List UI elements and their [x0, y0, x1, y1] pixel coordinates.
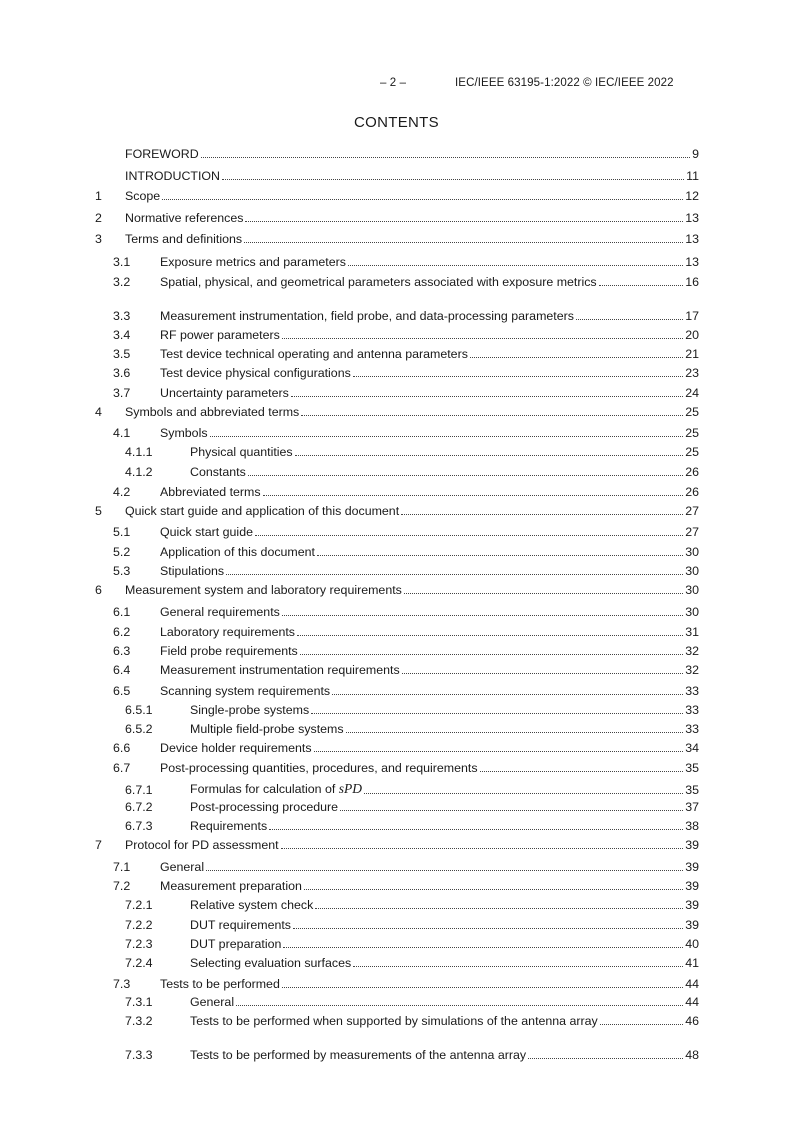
- toc-entry-page: 34: [685, 741, 699, 755]
- toc-entry-title: DUT requirements: [190, 918, 291, 932]
- toc-entry-number: 5: [95, 504, 102, 518]
- dot-leader: [401, 514, 683, 515]
- toc-entry[interactable]: [95, 977, 699, 991]
- toc-entry-number: 6.4: [113, 663, 131, 677]
- toc-entry-number: 6.3: [113, 644, 131, 658]
- toc-entry-number: 6.6: [113, 741, 131, 755]
- toc-entry[interactable]: [95, 328, 699, 342]
- toc-entry-number: 4.2: [113, 485, 131, 499]
- toc-entry-title: Single-probe systems: [190, 703, 310, 717]
- dot-leader: [291, 396, 683, 397]
- toc-entry-title: Multiple field-probe systems: [190, 722, 344, 736]
- toc-entry[interactable]: [95, 761, 699, 775]
- toc-entry-number: 7.2.2: [125, 918, 153, 932]
- toc-entry-number: 7.2.4: [125, 956, 153, 970]
- toc-entry[interactable]: [95, 879, 699, 893]
- toc-entry-title: Normative references: [125, 211, 244, 225]
- toc-entry-page: 26: [685, 485, 699, 499]
- toc-entry[interactable]: [95, 147, 699, 161]
- dot-leader: [348, 265, 683, 266]
- dot-leader: [332, 694, 683, 695]
- dot-leader: [470, 357, 683, 358]
- toc-entry[interactable]: [95, 255, 699, 269]
- dot-leader: [317, 555, 683, 556]
- dot-leader: [297, 635, 683, 636]
- toc-entry-page: 26: [685, 465, 699, 479]
- dot-leader: [304, 889, 683, 890]
- toc-entry-page: 24: [685, 386, 699, 400]
- toc-entry-title: Test device technical operating and antenna parameters: [160, 347, 468, 361]
- toc-entry-title: Measurement system and laboratory requirements: [125, 583, 402, 597]
- toc-entry-title: Abbreviated terms: [160, 485, 261, 499]
- dot-leader: [404, 593, 683, 594]
- toc-entry[interactable]: [95, 545, 699, 559]
- toc-entry-number: 3.5: [113, 347, 131, 361]
- toc-entry[interactable]: [95, 937, 699, 951]
- toc-entry-page: 46: [685, 1014, 699, 1028]
- toc-entry-title: Protocol for PD assessment: [125, 838, 279, 852]
- toc-entry-page: 33: [685, 703, 699, 717]
- toc-entry-symbol: sPD: [338, 781, 362, 796]
- toc-entry[interactable]: [95, 741, 699, 755]
- toc-entry-number: 6.7.1: [125, 783, 153, 797]
- toc-entry-page: 13: [685, 211, 699, 225]
- toc-entry[interactable]: [95, 722, 699, 736]
- toc-entry[interactable]: [95, 625, 699, 639]
- dot-leader: [315, 908, 683, 909]
- toc-entry-page: 30: [685, 545, 699, 559]
- toc-entry[interactable]: [95, 605, 699, 619]
- toc-entry-number: 3.3: [113, 309, 131, 323]
- page-title: CONTENTS: [354, 114, 439, 131]
- toc-entry[interactable]: [95, 426, 699, 440]
- dot-leader: [576, 319, 683, 320]
- toc-entry-number: 4: [95, 405, 102, 419]
- toc-entry-title: General requirements: [160, 605, 280, 619]
- toc-entry-page: 32: [685, 663, 699, 677]
- toc-entry[interactable]: [95, 1048, 699, 1062]
- toc-entry[interactable]: [95, 583, 699, 597]
- toc-entry-number: 6.5.1: [125, 703, 153, 717]
- toc-entry[interactable]: [95, 309, 699, 323]
- toc-entry-title: INTRODUCTION: [125, 169, 220, 183]
- toc-entry-page: 30: [685, 564, 699, 578]
- toc-entry-number: 6.2: [113, 625, 131, 639]
- toc-entry-page: 23: [685, 366, 699, 380]
- dot-leader: [201, 157, 690, 158]
- toc-entry-title: Exposure metrics and parameters: [160, 255, 346, 269]
- toc-entry-title: Terms and definitions: [125, 232, 243, 246]
- header-page-number: – 2 –: [380, 77, 407, 89]
- dot-leader: [248, 475, 683, 476]
- toc-entry[interactable]: [95, 838, 699, 852]
- toc-entry[interactable]: [95, 684, 699, 698]
- toc-entry-page: 13: [685, 232, 699, 246]
- toc-entry-page: 32: [685, 644, 699, 658]
- toc-entry-title: Field probe requirements: [160, 644, 298, 658]
- dot-leader: [314, 751, 684, 752]
- dot-leader: [283, 947, 683, 948]
- toc-entry-number: 7.2: [113, 879, 131, 893]
- dot-leader: [222, 179, 684, 180]
- toc-entry-page: 9: [692, 147, 699, 161]
- dot-leader: [340, 810, 683, 811]
- toc-entry-page: 12: [685, 189, 699, 203]
- toc-entry-page: 39: [685, 860, 699, 874]
- toc-entry[interactable]: [95, 564, 699, 578]
- toc-entry-number: 3: [95, 232, 102, 246]
- toc-entry[interactable]: [95, 445, 699, 459]
- toc-entry-title: Uncertainty parameters: [160, 386, 289, 400]
- toc-entry-title: Physical quantities: [190, 445, 293, 459]
- toc-entry-page: 13: [685, 255, 699, 269]
- toc-entry-number: 3.1: [113, 255, 131, 269]
- dot-leader: [300, 654, 683, 655]
- toc-entry-title: Symbols and abbreviated terms: [125, 405, 300, 419]
- header-standard-reference: IEC/IEEE 63195-1:2022 © IEC/IEEE 2022: [455, 77, 674, 89]
- toc-entry[interactable]: [95, 232, 699, 246]
- toc-entry-title: RF power parameters: [160, 328, 280, 342]
- toc-entry-page: 25: [685, 445, 699, 459]
- toc-entry-title: Selecting evaluation surfaces: [190, 956, 352, 970]
- toc-entry-number: 3.6: [113, 366, 131, 380]
- toc-entry-title: Requirements: [190, 819, 268, 833]
- toc-entry[interactable]: [95, 189, 699, 203]
- toc-entry[interactable]: [95, 347, 699, 361]
- toc-entry-page: 30: [685, 605, 699, 619]
- dot-leader: [282, 615, 683, 616]
- toc-entry-number: 7.3.1: [125, 995, 153, 1009]
- toc-entry[interactable]: [95, 644, 699, 658]
- toc-entry-number: 7.1: [113, 860, 131, 874]
- toc-entry-number: 6.7: [113, 761, 131, 775]
- dot-leader: [282, 338, 683, 339]
- dot-leader: [600, 1024, 683, 1025]
- toc-entry-page: 33: [685, 722, 699, 736]
- dot-leader: [528, 1058, 683, 1059]
- toc-entry-number: 2: [95, 211, 102, 225]
- toc-entry-title: DUT preparation: [190, 937, 282, 951]
- toc-entry-number: 6.7.2: [125, 800, 153, 814]
- dot-leader: [282, 987, 683, 988]
- toc-entry-title: Measurement instrumentation, field probe, and data-processing parameters: [160, 309, 574, 323]
- toc-entry-title: Test device physical configurations: [160, 366, 351, 380]
- toc-entry-page: 11: [686, 169, 699, 183]
- toc-entry[interactable]: [95, 504, 699, 518]
- dot-leader: [402, 673, 684, 674]
- toc-entry-page: 39: [685, 838, 699, 852]
- dot-leader: [346, 732, 684, 733]
- dot-leader: [599, 285, 684, 286]
- toc-entry-page: 35: [685, 783, 699, 797]
- toc-entry-title: General: [160, 860, 205, 874]
- toc-entry-number: 7: [95, 838, 102, 852]
- toc-entry-page: 25: [685, 405, 699, 419]
- dot-leader: [301, 415, 683, 416]
- toc-entry-title: Tests to be performed: [160, 977, 280, 991]
- toc-entry-title: Device holder requirements: [160, 741, 312, 755]
- toc-entry-number: 6.5: [113, 684, 131, 698]
- toc-entry-title: Post-processing quantities, procedures, and requirements: [160, 761, 478, 775]
- toc-entry[interactable]: [95, 169, 699, 183]
- toc-entry[interactable]: [95, 1014, 699, 1028]
- toc-entry-number: 4.1.2: [125, 465, 153, 479]
- toc-entry-page: 21: [685, 347, 699, 361]
- toc-entry-title: Spatial, physical, and geometrical parameters associated with exposure metrics: [160, 275, 597, 289]
- toc-entry[interactable]: [95, 800, 699, 814]
- toc-entry[interactable]: [95, 918, 699, 932]
- toc-entry[interactable]: [95, 405, 699, 419]
- toc-entry[interactable]: [95, 663, 699, 677]
- toc-entry-title: Constants: [190, 465, 246, 479]
- dot-leader: [210, 436, 684, 437]
- toc-entry-page: 39: [685, 879, 699, 893]
- dot-leader: [245, 221, 683, 222]
- toc-entry-title: Quick start guide and application of this document: [125, 504, 400, 518]
- toc-entry-number: 3.2: [113, 275, 131, 289]
- toc-entry-page: 48: [685, 1048, 699, 1062]
- toc-entry-number: 7.3.3: [125, 1048, 153, 1062]
- toc-entry[interactable]: [95, 275, 699, 289]
- dot-leader: [311, 713, 683, 714]
- toc-entry-title: Measurement preparation: [160, 879, 302, 893]
- toc-entry-title: Formulas for calculation of sPD: [190, 781, 362, 796]
- toc-entry-title: Stipulations: [160, 564, 225, 578]
- dot-leader: [263, 495, 684, 496]
- dot-leader: [281, 848, 684, 849]
- toc-entry-number: 7.2.3: [125, 937, 153, 951]
- toc-entry-number: 4.1: [113, 426, 131, 440]
- toc-entry-number: 7.3.2: [125, 1014, 153, 1028]
- toc-entry-page: 37: [685, 800, 699, 814]
- toc-entry-page: 25: [685, 426, 699, 440]
- toc-entry-number: 6: [95, 583, 102, 597]
- toc-entry[interactable]: [95, 956, 699, 970]
- toc-entry-page: 33: [685, 684, 699, 698]
- toc-entry-title: Relative system check: [190, 898, 314, 912]
- toc-entry[interactable]: [95, 525, 699, 539]
- toc-entry-page: 40: [685, 937, 699, 951]
- toc-entry-number: 3.7: [113, 386, 131, 400]
- toc-entry-page: 27: [685, 525, 699, 539]
- toc-entry-number: 6.7.3: [125, 819, 153, 833]
- toc-entry-number: 4.1.1: [125, 445, 153, 459]
- toc-entry-title: General: [190, 995, 235, 1009]
- toc-entry[interactable]: [95, 366, 699, 380]
- toc-entry[interactable]: [95, 898, 699, 912]
- dot-leader: [480, 771, 684, 772]
- toc-entry[interactable]: [95, 781, 699, 797]
- dot-leader: [269, 829, 683, 830]
- dot-leader: [162, 199, 683, 200]
- toc-entry-page: 20: [685, 328, 699, 342]
- toc-entry[interactable]: [95, 819, 699, 833]
- dot-leader: [226, 574, 683, 575]
- toc-entry-title: Application of this document: [160, 545, 315, 559]
- toc-entry-title: Measurement instrumentation requirements: [160, 663, 400, 677]
- toc-entry-title: Quick start guide: [160, 525, 253, 539]
- toc-entry-number: 5.2: [113, 545, 131, 559]
- toc-entry-page: 38: [685, 819, 699, 833]
- dot-leader: [295, 455, 684, 456]
- toc-entry-page: 17: [685, 309, 699, 323]
- toc-entry-number: 3.4: [113, 328, 131, 342]
- toc-entry[interactable]: [95, 465, 699, 479]
- toc-entry[interactable]: [95, 860, 699, 874]
- toc-entry-page: 39: [685, 898, 699, 912]
- toc-entry-page: 30: [685, 583, 699, 597]
- toc-entry[interactable]: [95, 485, 699, 499]
- dot-leader: [236, 1005, 683, 1006]
- toc-entry-title: Scope: [125, 189, 161, 203]
- toc-entry-page: 31: [685, 625, 699, 639]
- toc-entry[interactable]: [95, 211, 699, 225]
- toc-entry-title: Scanning system requirements: [160, 684, 331, 698]
- dot-leader: [353, 376, 683, 377]
- toc-entry-number: 1: [95, 189, 102, 203]
- dot-leader: [364, 793, 683, 794]
- dot-leader: [353, 966, 683, 967]
- toc-entry-title: FOREWORD: [125, 147, 199, 161]
- toc-entry-title: Post-processing procedure: [190, 800, 339, 814]
- toc-entry-title: Tests to be performed when supported by simulations of the antenna array: [190, 1014, 598, 1028]
- toc-entry[interactable]: [95, 995, 699, 1009]
- toc-entry-page: 44: [685, 995, 699, 1009]
- toc-entry-number: 7.2.1: [125, 898, 153, 912]
- toc-entry-number: 6.5.2: [125, 722, 153, 736]
- toc-entry[interactable]: [95, 703, 699, 717]
- toc-entry-page: 44: [685, 977, 699, 991]
- toc-entry-title: Tests to be performed by measurements of the antenna array: [190, 1048, 527, 1062]
- dot-leader: [255, 535, 683, 536]
- dot-leader: [206, 870, 683, 871]
- dot-leader: [293, 928, 683, 929]
- toc-entry-page: 27: [685, 504, 699, 518]
- toc-entry-number: 5.3: [113, 564, 131, 578]
- toc-entry-page: 41: [685, 956, 699, 970]
- toc-entry-page: 39: [685, 918, 699, 932]
- toc-entry-title: Laboratory requirements: [160, 625, 295, 639]
- toc-entry-page: 35: [685, 761, 699, 775]
- toc-entry[interactable]: [95, 386, 699, 400]
- toc-entry-number: 6.1: [113, 605, 131, 619]
- toc-entry-number: 5.1: [113, 525, 131, 539]
- toc-entry-number: 7.3: [113, 977, 131, 991]
- toc-entry-page: 16: [685, 275, 699, 289]
- toc-entry-title: Symbols: [160, 426, 208, 440]
- dot-leader: [244, 242, 683, 243]
